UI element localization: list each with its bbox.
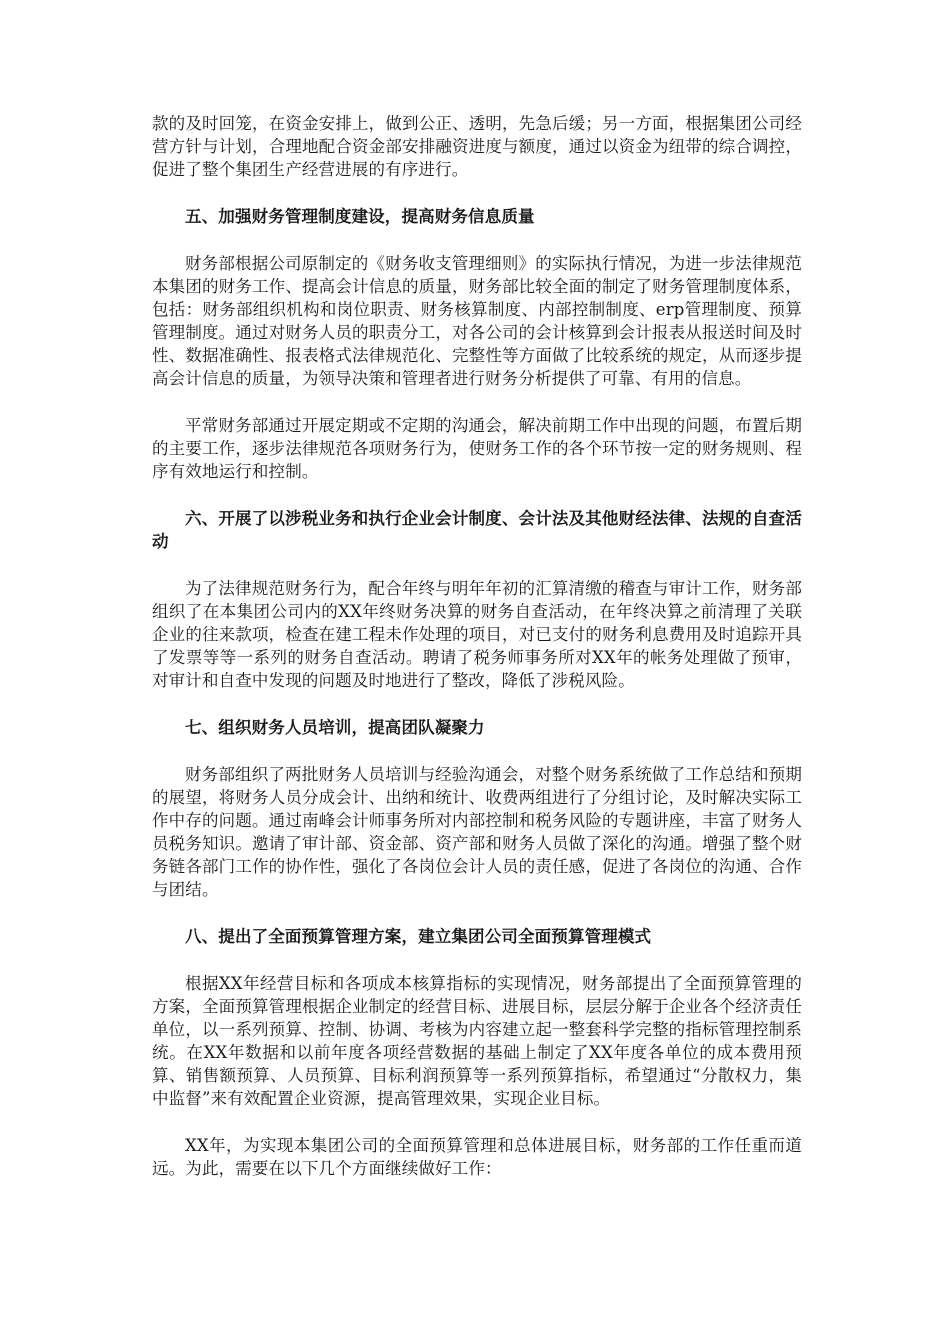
section-heading-5: 五、加强财务管理制度建设，提高财务信息质量	[185, 207, 535, 226]
paragraph: 根据XX年经营目标和各项成本核算指标的实现情况，财务部提出了全面预算管理的方案，全面预算管理根据企业制定的经营目标、进展目标，层层分解于企业各个经济责任单位，以一系列预算、控制、协调、考核为内容建立起一整套科学完整的指标管理控制系统。在XX年数据和以前年度各项经营数据的基础上制定了XX年度各单位的成本费用预算、销售额预算、人员预算、目标利润预算等一系列预算指标，希望通过“分散权力，集中监督”来有效配置企业资源，提高管理效果，实现企业目标。	[152, 974, 802, 1108]
spacer	[152, 1110, 802, 1134]
paragraph-continued: 款的及时回笼，在资金安排上，做到公正、透明，先急后缓；另一方面，根据集团公司经营方针与计划，合理地配合资金部安排融资进度与额度，通过以资金为纽带的综合调控，促进了整个集团生产经营进展的有序进行。	[152, 114, 802, 179]
spacer	[152, 739, 802, 763]
paragraph: 平常财务部通过开展定期或不定期的沟通会，解决前期工作中出现的问题，布置后期的主要工作，逐步法律规范各项财务行为，使财务工作的各个环节按一定的财务规则、程序有效地运行和控制。	[152, 416, 802, 481]
spacer	[152, 390, 802, 414]
spacer	[152, 181, 802, 205]
section-heading-7: 七、组织财务人员培训，提高团队凝聚力	[185, 718, 485, 737]
spacer	[152, 553, 802, 577]
spacer	[152, 901, 802, 925]
spacer	[152, 228, 802, 252]
spacer	[152, 948, 802, 972]
document-page	[152, 112, 802, 1180]
spacer	[152, 483, 802, 507]
paragraph: 为了法律规范财务行为，配合年终与明年年初的汇算清缴的稽查与审计工作，财务部组织了在本集团公司内的XX年终财务决算的财务自查活动，在年终决算之前清理了关联企业的往来款项，检查在建工程未作处理的项目，对已支付的财务利息费用及时追踪开具了发票等等一系列的财务自查活动。聘请了税务师事务所对XX年的帐务处理做了预审，对审计和自查中发现的问题及时地进行了整改，降低了涉税风险。	[152, 579, 802, 690]
section-heading-6: 六、开展了以涉税业务和执行企业会计制度、会计法及其他财经法律、法规的自查活动	[152, 509, 802, 551]
paragraph: XX年，为实现本集团公司的全面预算管理和总体进展目标，财务部的工作任重而道远。为此，需要在以下几个方面继续做好工作：	[152, 1136, 802, 1178]
section-heading-8: 八、提出了全面预算管理方案，建立集团公司全面预算管理模式	[185, 927, 652, 946]
spacer	[152, 692, 802, 716]
paragraph: 财务部根据公司原制定的《财务收支管理细则》的实际执行情况，为进一步法律规范本集团的财务工作、提高会计信息的质量，财务部比较全面的制定了财务管理制度体系，包括：财务部组织机构和岗位职责、财务核算制度、内部控制制度、erp管理制度、预算管理制度。通过对财务人员的职责分工，对各公司的会计核算到会计报表从报送时间及时性、数据准确性、报表格式法律规范化、完整性等方面做了比较系统的规定，从而逐步提高会计信息的质量，为领导决策和管理者进行财务分析提供了可靠、有用的信息。	[152, 254, 802, 388]
paragraph: 财务部组织了两批财务人员培训与经验沟通会，对整个财务系统做了工作总结和预期的展望，将财务人员分成会计、出纳和统计、收费两组进行了分组讨论，及时解决实际工作中存的问题。通过南峰会计师事务所对内部控制和税务风险的专题讲座，丰富了财务人员税务知识。邀请了审计部、资金部、资产部和财务人员做了深化的沟通。增强了整个财务链各部门工作的协作性，强化了各岗位会计人员的责任感，促进了各岗位的沟通、合作与团结。	[152, 765, 802, 899]
